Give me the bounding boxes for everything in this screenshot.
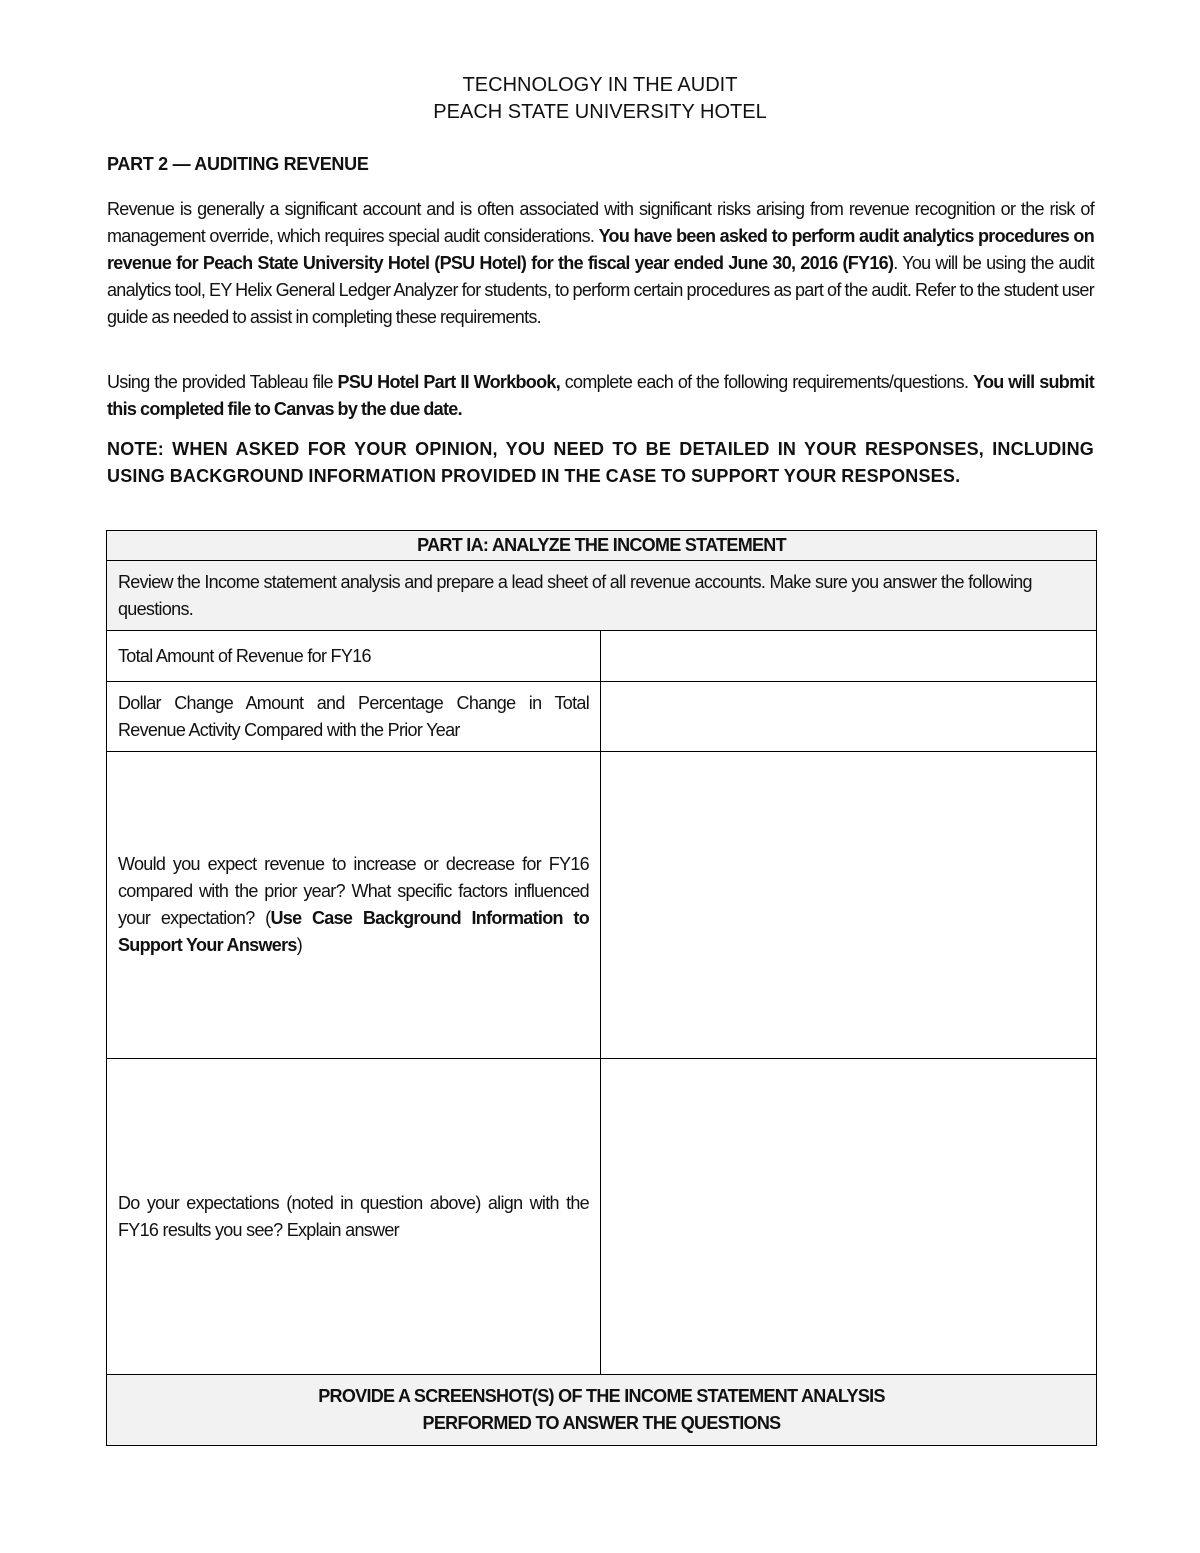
instructions-text-a: Using the provided Tableau file — [107, 372, 338, 392]
answer-revenue-expectation[interactable] — [601, 752, 1097, 1059]
analysis-form-table — [106, 530, 1097, 1446]
instructions-text-b: complete each of the following requirements/questions. — [560, 372, 973, 392]
note-paragraph: NOTE: WHEN ASKED FOR YOUR OPINION, YOU NEED TO BE DETAILED IN YOUR RESPONSES, INCLUDING USING BACKGROUND INFORMATION PROVIDED IN THE CASE TO SUPPORT YOUR RESPONSES. — [107, 439, 1094, 486]
answer-expectation-alignment[interactable] — [601, 1059, 1097, 1375]
answer-total-revenue[interactable] — [601, 631, 1097, 682]
intro-paragraph — [107, 196, 1094, 331]
screenshot-instruction-line-1: PROVIDE A SCREENSHOT(S) OF THE INCOME STATEMENT ANALYSIS — [318, 1386, 885, 1406]
instructions-paragraph — [107, 369, 1094, 423]
answer-revenue-change[interactable] — [601, 682, 1097, 752]
intro-text-a: Revenue is generally a significant account and is often associated with significant risks arising from revenue recognition or the risk of management override, which requires special audit considerations. — [107, 199, 1094, 246]
screenshot-instruction-line-2: PERFORMED TO ANSWER THE QUESTIONS — [422, 1413, 781, 1433]
question-expectation-alignment: Do your expectations (noted in question above) align with the FY16 results you see? Explain answer — [107, 1059, 601, 1375]
part-heading: PART 2 — AUDITING REVENUE — [107, 154, 369, 174]
workbook-file-name: PSU Hotel Part II Workbook, — [337, 372, 561, 392]
document-title-line-1: TECHNOLOGY IN THE AUDIT — [462, 74, 738, 96]
question-expectation-text-b: ) — [296, 935, 302, 955]
intro-text-b: . You will be using the audit analytics tool, EY Helix General Ledger Analyzer for students, to perform certain procedures as part of the audit. Refer to the student user guide as needed to assist in completing these requirements. — [107, 253, 1094, 327]
submission-instruction: You will submit this completed file to Canvas by the due date. — [107, 372, 1095, 419]
section-instructions: Review the Income statement analysis and prepare a lead sheet of all revenue accounts. Make sure you answer the following questions. — [107, 561, 1097, 631]
question-revenue-change: Dollar Change Amount and Percentage Change in Total Revenue Activity Compared with the Prior Year — [107, 682, 601, 752]
intro-bold-assignment: You have been asked to perform audit analytics procedures on revenue for Peach State University Hotel (PSU Hotel) for the fiscal year ended June 30, 2016 (FY16) — [107, 226, 1095, 273]
question-revenue-expectation — [107, 752, 601, 1059]
question-expectation-bold: Use Case Background Information to Support Your Answers — [118, 908, 590, 955]
screenshot-instruction — [107, 1375, 1097, 1446]
question-expectation-text-a: Would you expect revenue to increase or decrease for FY16 compared with the prior year? What specific factors influenced your expectation? ( — [118, 854, 589, 928]
document-title-line-2: PEACH STATE UNIVERSITY HOTEL — [433, 101, 767, 123]
section-title: PART IA: ANALYZE THE INCOME STATEMENT — [107, 531, 1097, 561]
question-total-revenue: Total Amount of Revenue for FY16 — [107, 631, 601, 682]
